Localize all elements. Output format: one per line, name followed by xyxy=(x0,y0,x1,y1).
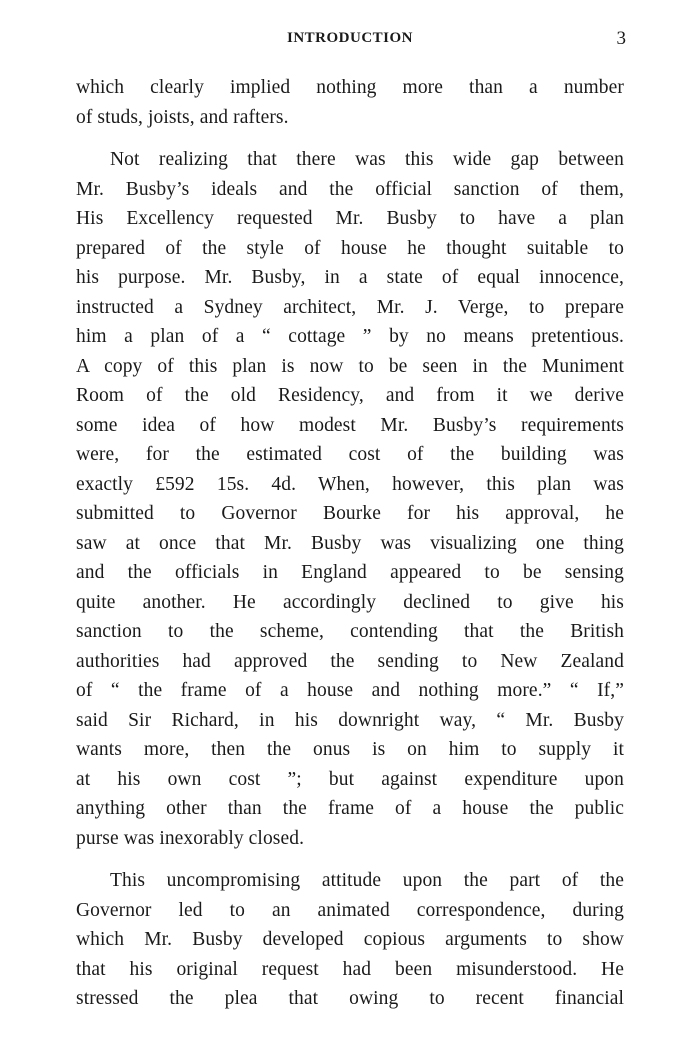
paragraph-gap xyxy=(76,132,624,145)
paragraph xyxy=(76,145,624,853)
text-line: prepared of the style of house he thought suitable to xyxy=(76,237,624,259)
text-line: submitted to Governor Bourke for his approval, he xyxy=(76,503,624,524)
text-line: quite another. He accordingly declined to give his xyxy=(76,591,624,613)
text-line: his purpose. Mr. Busby, in a state of equal innocence, xyxy=(76,267,624,288)
text-line: A copy of this plan is now to be seen in the Muniment xyxy=(76,355,624,377)
text-line: instructed a Sydney architect, Mr. J. Verge, to prepare xyxy=(76,296,624,318)
text-line: were, for the estimated cost of the building was xyxy=(76,444,624,465)
text-line: said Sir Richard, in his downright way, “ Mr. Busby xyxy=(76,709,624,731)
text-line: which clearly implied nothing more than a number xyxy=(76,77,624,98)
text-line: of studs, joists, and rafters. xyxy=(76,106,289,128)
paragraph xyxy=(76,73,624,132)
body-text xyxy=(76,73,624,1014)
text-line: anything other than the frame of a house the public xyxy=(76,798,624,819)
running-title: INTRODUCTION xyxy=(286,30,413,46)
text-line: This uncompromising attitude upon the part of the xyxy=(110,870,624,891)
text-line: some idea of how modest Mr. Busby’s requirements xyxy=(76,414,624,436)
text-line: sanction to the scheme, contending that the British xyxy=(76,621,624,642)
text-line: purse was inexorably closed. xyxy=(76,827,305,849)
text-line: His Excellency requested Mr. Busby to have a plan xyxy=(76,208,624,229)
text-line: Not realizing that there was this wide gap between xyxy=(110,149,624,170)
text-line: and the officials in England appeared to be sensing xyxy=(76,562,624,583)
paragraph xyxy=(76,866,624,1014)
running-head xyxy=(0,28,700,52)
text-line: Governor led to an animated correspondence, during xyxy=(76,899,624,921)
text-line: which Mr. Busby developed copious arguments to show xyxy=(76,929,624,950)
text-line: that his original request had been misunderstood. He xyxy=(76,958,624,980)
paragraph-gap xyxy=(76,853,624,866)
text-line: exactly £592 15s. 4d. When, however, this plan was xyxy=(76,473,624,495)
text-line: of “ the frame of a house and nothing more.” “ If,” xyxy=(76,680,624,701)
text-line: at his own cost ”; but against expenditure upon xyxy=(76,768,624,790)
text-line: him a plan of a “ cottage ” by no means pretentious. xyxy=(76,326,624,347)
text-line: saw at once that Mr. Busby was visualizing one thing xyxy=(76,532,624,554)
page-number: 3 xyxy=(616,28,626,49)
text-line: authorities had approved the sending to New Zealand xyxy=(76,650,624,672)
text-line: wants more, then the onus is on him to supply it xyxy=(76,739,624,760)
text-line: Mr. Busby’s ideals and the official sanction of them, xyxy=(76,178,624,200)
text-line: stressed the plea that owing to recent financial xyxy=(76,988,624,1009)
text-line: Room of the old Residency, and from it we derive xyxy=(76,385,624,406)
